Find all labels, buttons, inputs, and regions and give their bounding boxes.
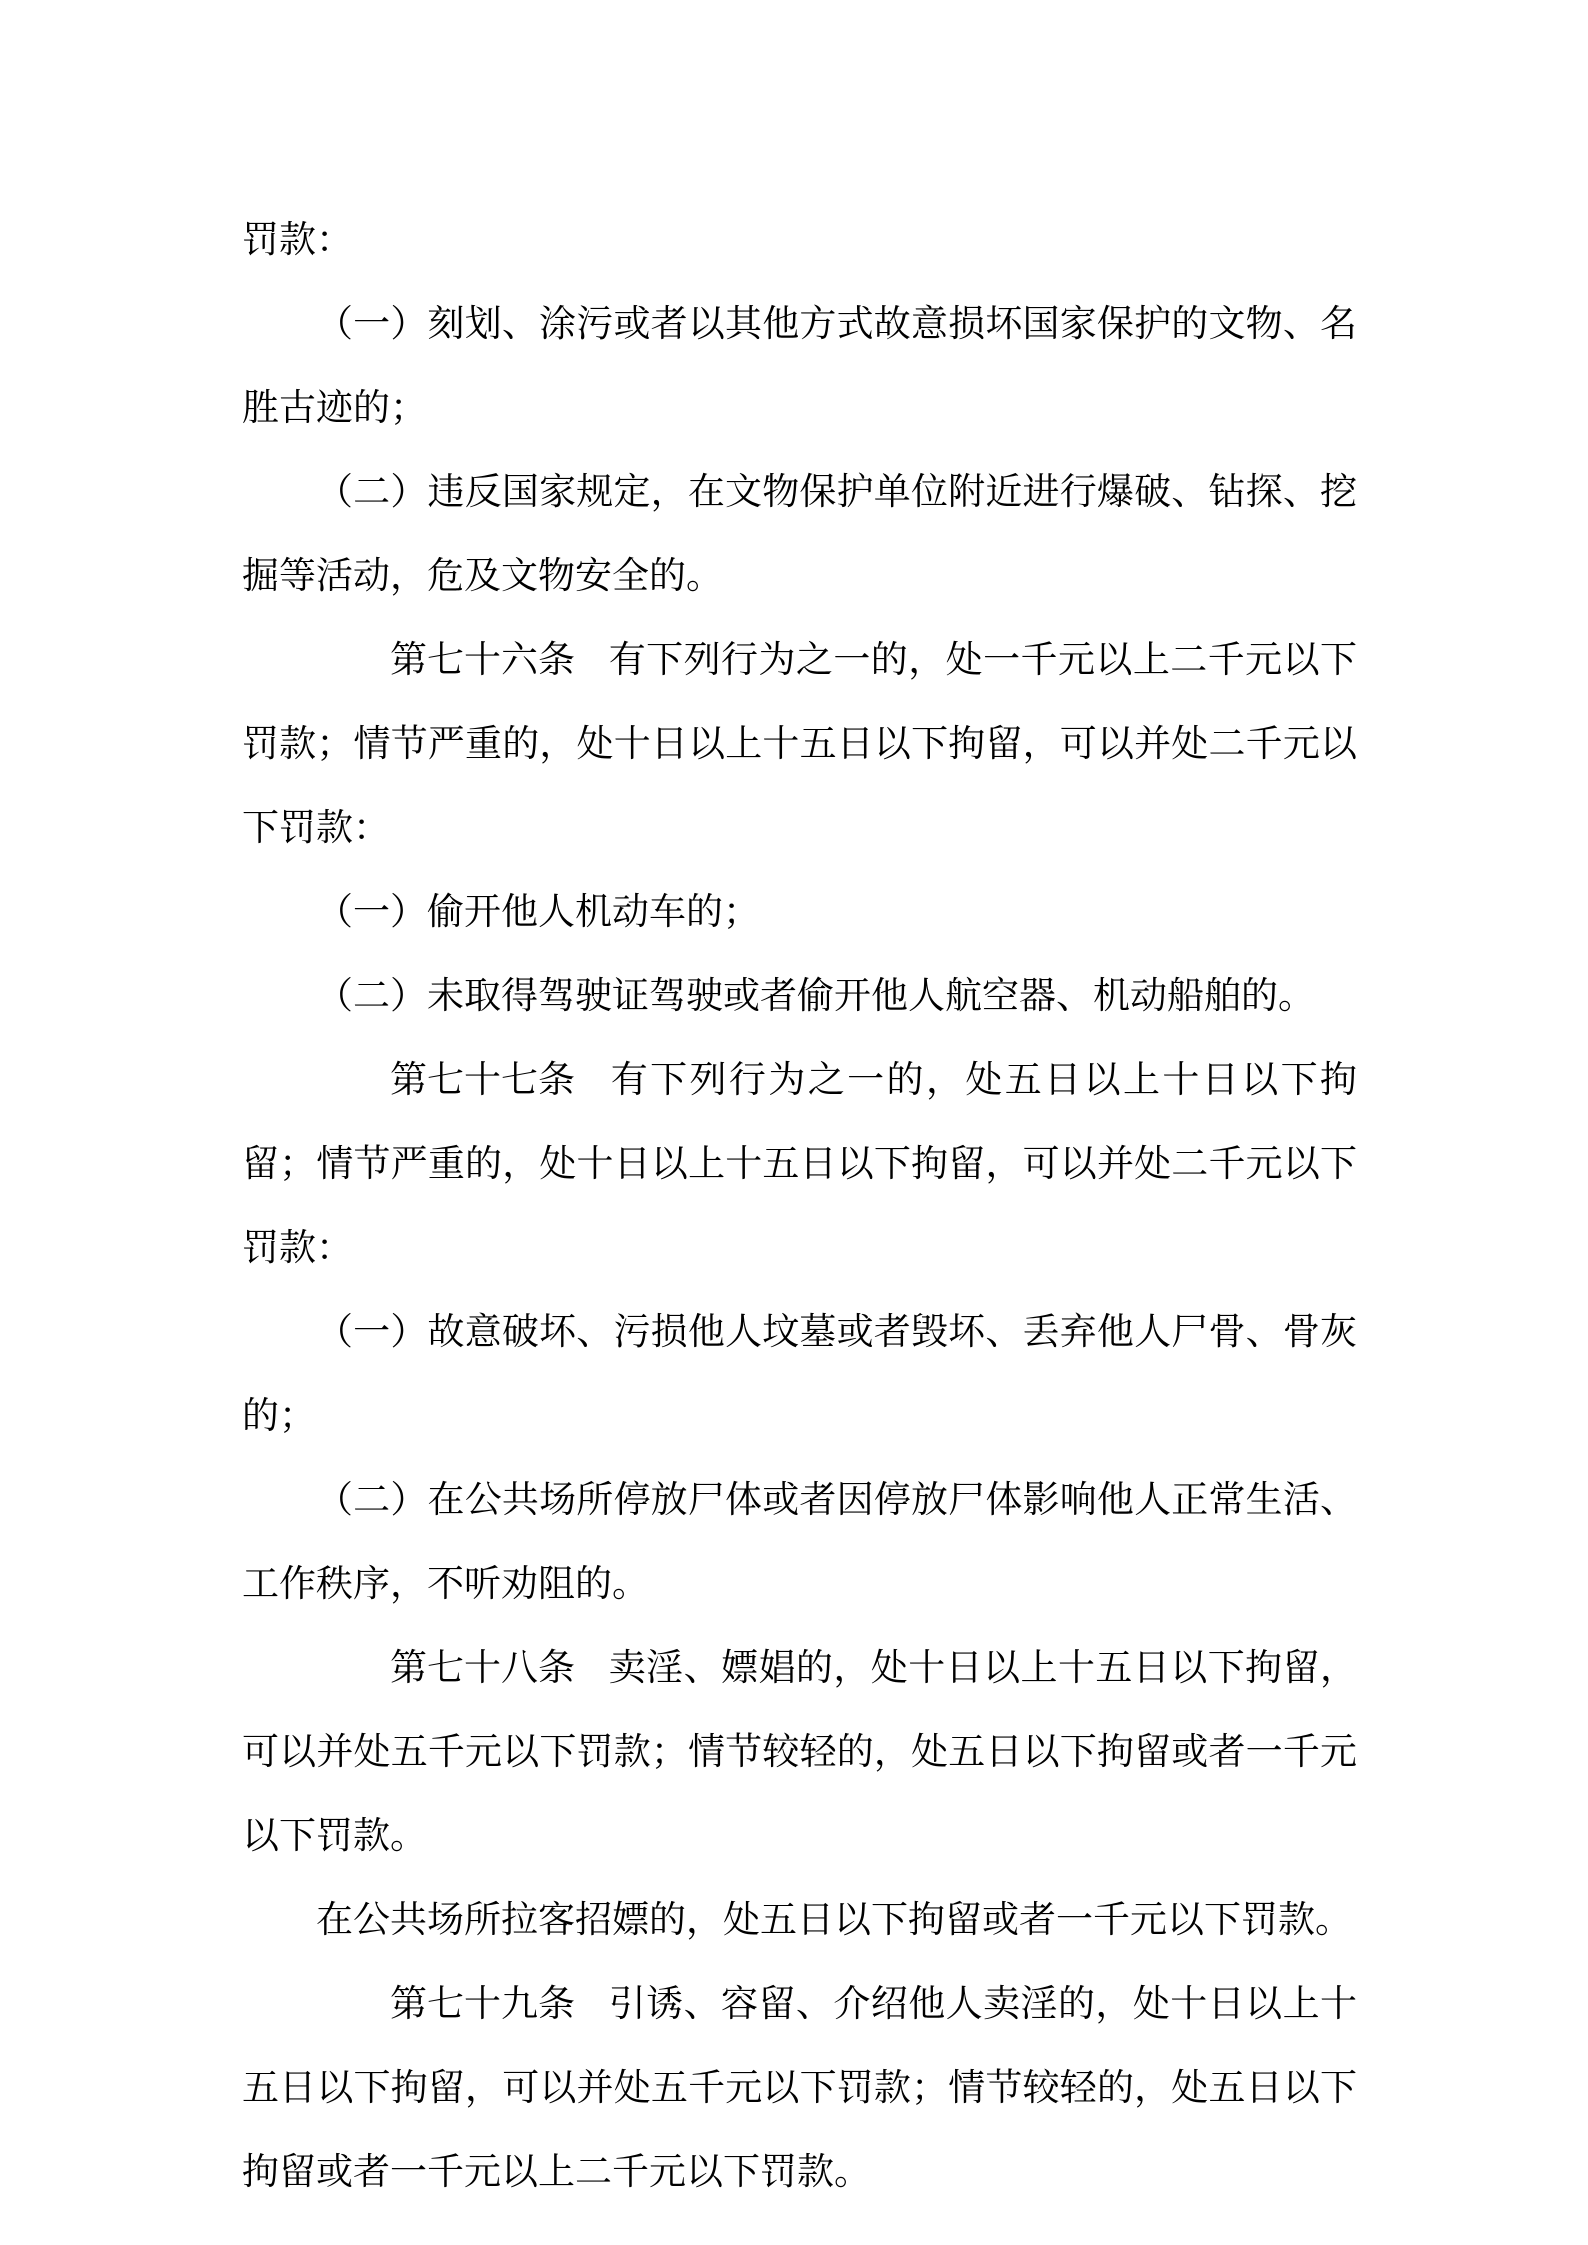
article-paragraph [242,1626,1357,1878]
paragraph-continuation: 罚款： [242,218,353,261]
article-paragraph [242,1038,1357,1290]
article-text: 有下列行为之一的，处五日以上十日以下拘留；情节严重的，处十日以上十五日以下拘留，可以并处二千元以下罚款： [242,1058,1357,1269]
list-item: （二）未取得驾驶证驾驶或者偷开他人航空器、机动船舶的。 [316,974,1315,1017]
list-item: （二）在公共场所停放尸体或者因停放尸体影响他人正常生活、工作秩序，不听劝阻的。 [242,1478,1357,1605]
article-paragraph [242,618,1357,870]
article-number: 第七十八条 [390,1646,575,1689]
document-body [242,198,1357,2214]
article-text: 有下列行为之一的，处一千元以上二千元以下罚款；情节严重的，处十日以上十五日以下拘留，可以并处二千元以下罚款： [242,638,1357,849]
list-item: （一）刻划、涂污或者以其他方式故意损坏国家保护的文物、名胜古迹的； [242,302,1357,429]
article-text: 引诱、容留、介绍他人卖淫的，处十日以上十五日以下拘留，可以并处五千元以下罚款；情节较轻的，处五日以下拘留或者一千元以上二千元以下罚款。 [242,1982,1357,2193]
list-item: （二）违反国家规定，在文物保护单位附近进行爆破、钻探、挖掘等活动，危及文物安全的。 [242,470,1357,597]
paragraph: 在公共场所拉客招嫖的，处五日以下拘留或者一千元以下罚款。 [316,1898,1352,1941]
list-item: （一）故意破坏、污损他人坟墓或者毁坏、丢弃他人尸骨、骨灰的； [242,1310,1357,1437]
article-number: 第七十七条 [390,1058,575,1101]
article-number: 第七十六条 [390,638,575,681]
article-paragraph [242,1962,1357,2214]
article-number: 第七十九条 [390,1982,575,2025]
article-text: 卖淫、嫖娼的，处十日以上十五日以下拘留，可以并处五千元以下罚款；情节较轻的，处五日以下拘留或者一千元以下罚款。 [242,1646,1357,1857]
list-item: （一）偷开他人机动车的； [316,890,760,933]
